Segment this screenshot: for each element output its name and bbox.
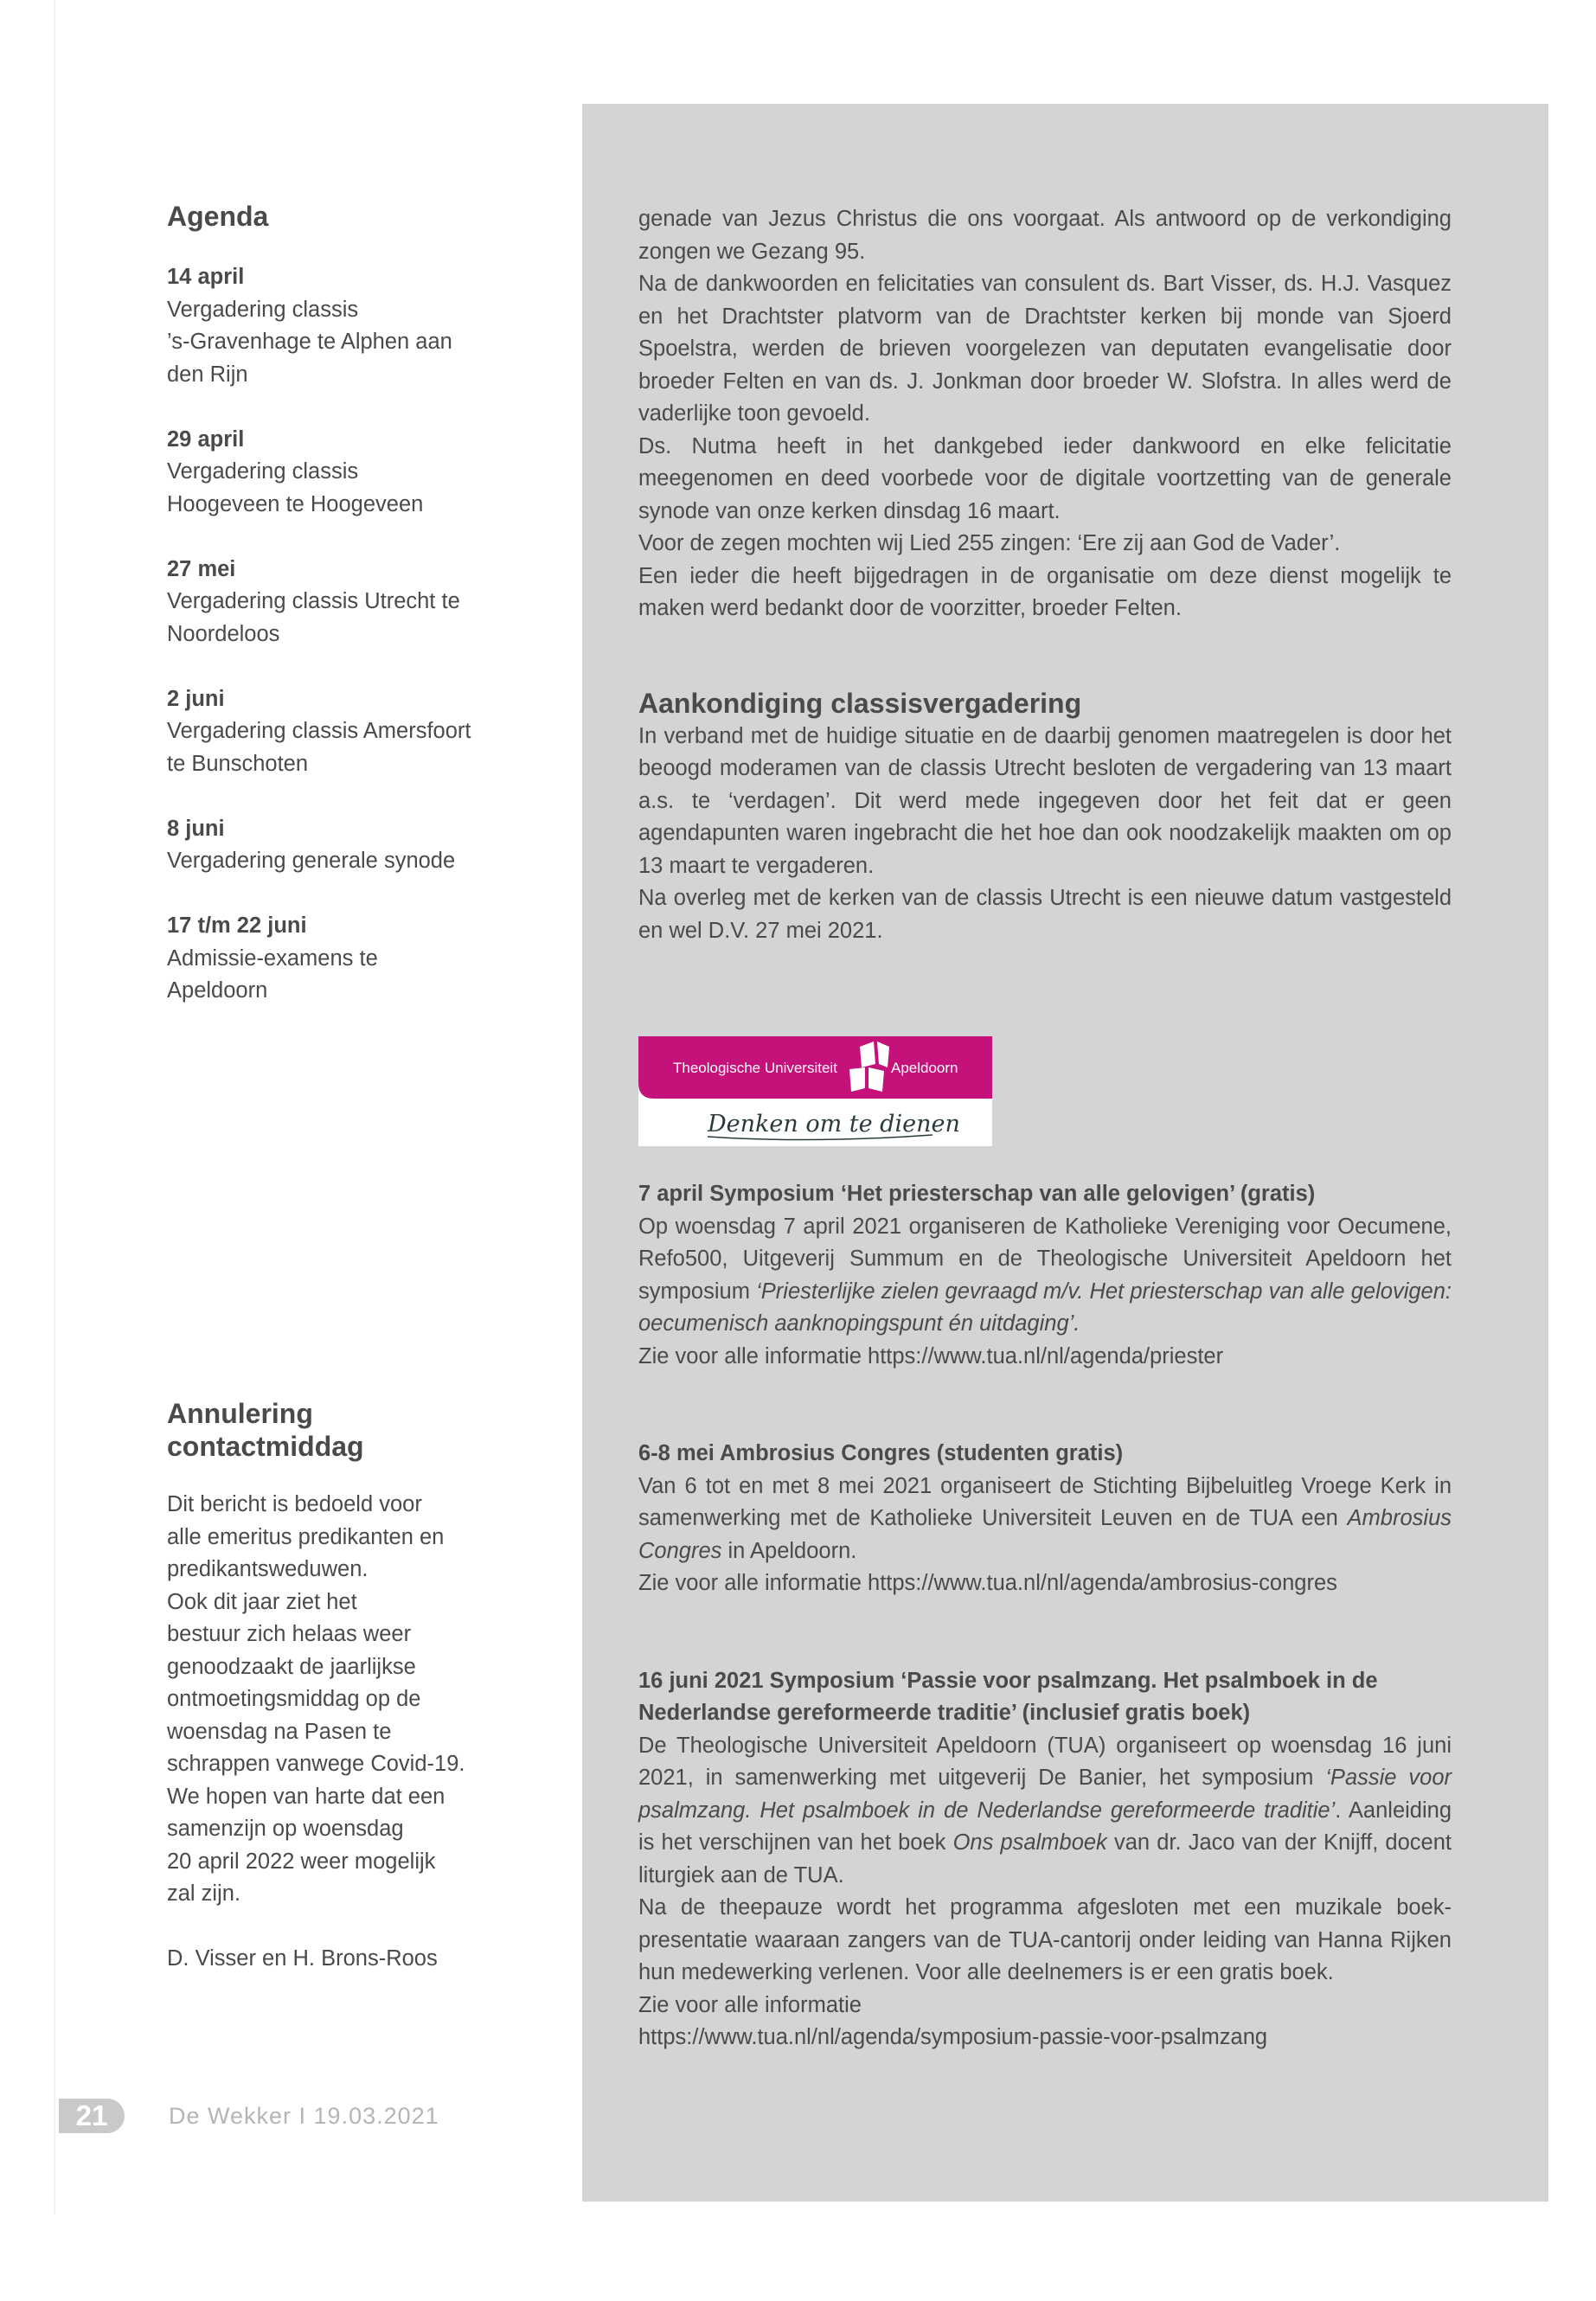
footer-publication: De Wekker I 19.03.2021 — [169, 2103, 439, 2129]
tua-logo — [638, 1036, 992, 1146]
event-title: 16 juni 2021 Symposium ‘Passie voor psalmzang. Het psalmboek in de Nederlandse gereformeerde traditie’ (inclusief gratis boek) — [638, 1668, 1378, 1725]
logo-name-left: Theologische Universiteit — [673, 1060, 837, 1076]
annulering-line: ontmoetingsmiddag op de — [167, 1687, 421, 1711]
annulering-line: We hopen van harte dat een — [167, 1784, 445, 1809]
agenda-line: Vergadering classis Amersfoort — [167, 719, 471, 743]
annulering-line: genoodzaakt de jaarlijkse — [167, 1654, 416, 1679]
annulering-line: predikantsweduwen. — [167, 1557, 369, 1581]
page-edge — [54, 0, 55, 2214]
paragraph: genade van Jezus Christus die ons voorgaat. Als antwoord op de verkondiging zongen we Gezang 95. — [638, 207, 1452, 264]
event-psalmzang — [638, 1665, 1452, 2054]
agenda-line: Vergadering classis — [167, 459, 359, 484]
event-ambrosius — [638, 1438, 1452, 1600]
agenda-date: 2 juni — [167, 686, 225, 711]
agenda-date: 27 mei — [167, 556, 236, 581]
annulering-line: woensdag na Pasen te — [167, 1719, 392, 1744]
paragraph: Op woensdag 7 april 2021 organiseren de Katholieke Vereniging voor Oecumene, Refo500, Uitgeverij Summum en de Theologische Universiteit Apeldoorn het symposium ‘Priesterlijke zielen gevraagd m/v. Het priesterschap van alle gelovigen: oecumenisch aanknopingspunt én uitdaging’. — [638, 1214, 1452, 1336]
annulering-line: Ook dit jaar ziet het — [167, 1589, 357, 1614]
agenda-item — [167, 813, 496, 878]
annulering-line: alle emeritus predikanten en — [167, 1524, 445, 1549]
agenda-line: Admissie-examens te — [167, 945, 378, 971]
annulering-line: bestuur zich helaas weer — [167, 1622, 412, 1646]
page-number: 21 — [59, 2099, 125, 2133]
agenda-item — [167, 910, 496, 1008]
agenda-item — [167, 683, 496, 781]
agenda-line: te Bunschoten — [167, 751, 309, 776]
agenda-line: Vergadering classis Utrecht te — [167, 589, 460, 613]
agenda-item — [167, 424, 496, 522]
aankondiging-title: Aankondiging classisvergadering — [638, 687, 1082, 719]
annulering-title — [167, 1397, 496, 1463]
agenda-date: 29 april — [167, 426, 245, 452]
agenda-date: 8 juni — [167, 816, 225, 841]
agenda-date: 17 t/m 22 juni — [167, 913, 307, 938]
event-info-link[interactable]: Zie voor alle informatie https://www.tua.nl/nl/agenda/priester — [638, 1343, 1224, 1368]
paragraph: Een ieder die heeft bijgedragen in de organisatie om deze dienst mogelijk te maken werd bedankt door de voorzitter, broeder Felten. — [638, 563, 1452, 620]
paragraph: Na de theepauze wordt het programma afgesloten met een muzikale boek-presentatie waaraan zangers van de TUA-cantorij onder leiding van Hanna Rijken hun medewerking verlenen. Voor alle deelnemers is er een gratis boek. — [638, 1895, 1452, 1984]
agenda-line: Hoogeveen te Hoogeveen — [167, 491, 424, 516]
paragraph: Voor de zegen mochten wij Lied 255 zingen: ‘Ere zij aan God de Vader’. — [638, 531, 1341, 555]
agenda-line: Apeldoorn — [167, 978, 268, 1003]
paragraph: De Theologische Universiteit Apeldoorn (TUA) organiseert op woensdag 16 juni 2021, in samenwerking met uitgeverij De Banier, het symposium ‘Passie voor psalmzang. Het psalmboek in de Nederlandse gereformeerde traditie’. Aanleiding is het verschijnen van het boek Ons psalmboek van dr. Jaco van der Knijff, docent liturgiek aan de TUA. — [638, 1733, 1452, 1888]
agenda-line: ’s-Gravenhage te Alphen aan — [167, 330, 452, 354]
logo-tagline: Denken om te dienen — [708, 1111, 960, 1138]
event-priesterschap — [638, 1178, 1452, 1373]
agenda-date: 14 april — [167, 265, 245, 289]
agenda-item — [167, 261, 496, 391]
paragraph: Na de dankwoorden en felicitaties van consulent ds. Bart Visser, ds. H.J. Vasquez en het Drachtster platvorm van de Drachtster kerken bij monde van Sjoerd Spoelstra, werden de brieven voorgelezen van deputaten evangelisatie door broeder Felten en van ds. J. Jonkman door broeder W. Slofstra. In alles werd de vaderlijke toon gevoeld. — [638, 272, 1452, 426]
annulering-line: Dit bericht is bedoeld voor — [167, 1492, 422, 1516]
event-info-link[interactable]: https://www.tua.nl/nl/agenda/symposium-passie-voor-psalmzang — [638, 2025, 1268, 2049]
annulering-line: zal zijn. — [167, 1881, 241, 1906]
agenda-column — [167, 199, 496, 1040]
annulering-line: 20 april 2022 weer mogelijk — [167, 1849, 436, 1874]
event-info-label: Zie voor alle informatie — [638, 1992, 862, 2017]
agenda-line: Vergadering classis — [167, 297, 359, 322]
agenda-item — [167, 554, 496, 651]
event-info-link[interactable]: Zie voor alle informatie https://www.tua.nl/nl/agenda/ambrosius-congres — [638, 1571, 1337, 1595]
agenda-line: Noordeloos — [167, 621, 280, 646]
annulering-line: samenzijn op woensdag — [167, 1817, 404, 1841]
annulering-title-line: contactmiddag — [167, 1431, 364, 1462]
agenda-line: Vergadering generale synode — [167, 849, 456, 873]
annulering-line: schrappen vanwege Covid-19. — [167, 1752, 465, 1776]
paragraph: Van 6 tot en met 8 mei 2021 organiseert de Stichting Bijbeluitleg Vroege Kerk in samenwerking met de Katholieke Universiteit Leuven en de TUA een Ambrosius Congres in Apeldoorn. — [638, 1473, 1452, 1563]
agenda-line: den Rijn — [167, 362, 248, 387]
paragraph: Ds. Nutma heeft in het dankgebed ieder dankwoord en elke felicitatie meegenomen en deed voorbede voor de digitale voortzetting van de generale synode van onze kerken dinsdag 16 maart. — [638, 433, 1452, 523]
event-title: 6-8 mei Ambrosius Congres (studenten gratis) — [638, 1441, 1124, 1465]
logo-name-right: Apeldoorn — [891, 1060, 958, 1076]
annulering-section — [167, 1397, 496, 1976]
agenda-title: Agenda — [167, 201, 269, 232]
paragraph: In verband met de huidige situatie en de daarbij genomen maatregelen is door het beoogd moderamen van de classis Utrecht besloten de vergadering van 13 maart a.s. te ‘verdagen’. Dit werd mede ingegeven door het feit dat er geen agendapunten waren ingebracht die het hoe dan ook noodzakelijk maakten om op 13 maart te vergaderen. — [638, 723, 1452, 878]
event-title: 7 april Symposium ‘Het priesterschap van alle gelovigen’ (gratis) — [638, 1182, 1316, 1206]
annulering-signature: D. Visser en H. Brons-Roos — [167, 1946, 438, 1971]
paragraph: Na overleg met de kerken van de classis Utrecht is een nieuwe datum vastgesteld en wel D.V. 27 mei 2021. — [638, 886, 1452, 943]
annulering-title-line: Annulering — [167, 1398, 313, 1429]
